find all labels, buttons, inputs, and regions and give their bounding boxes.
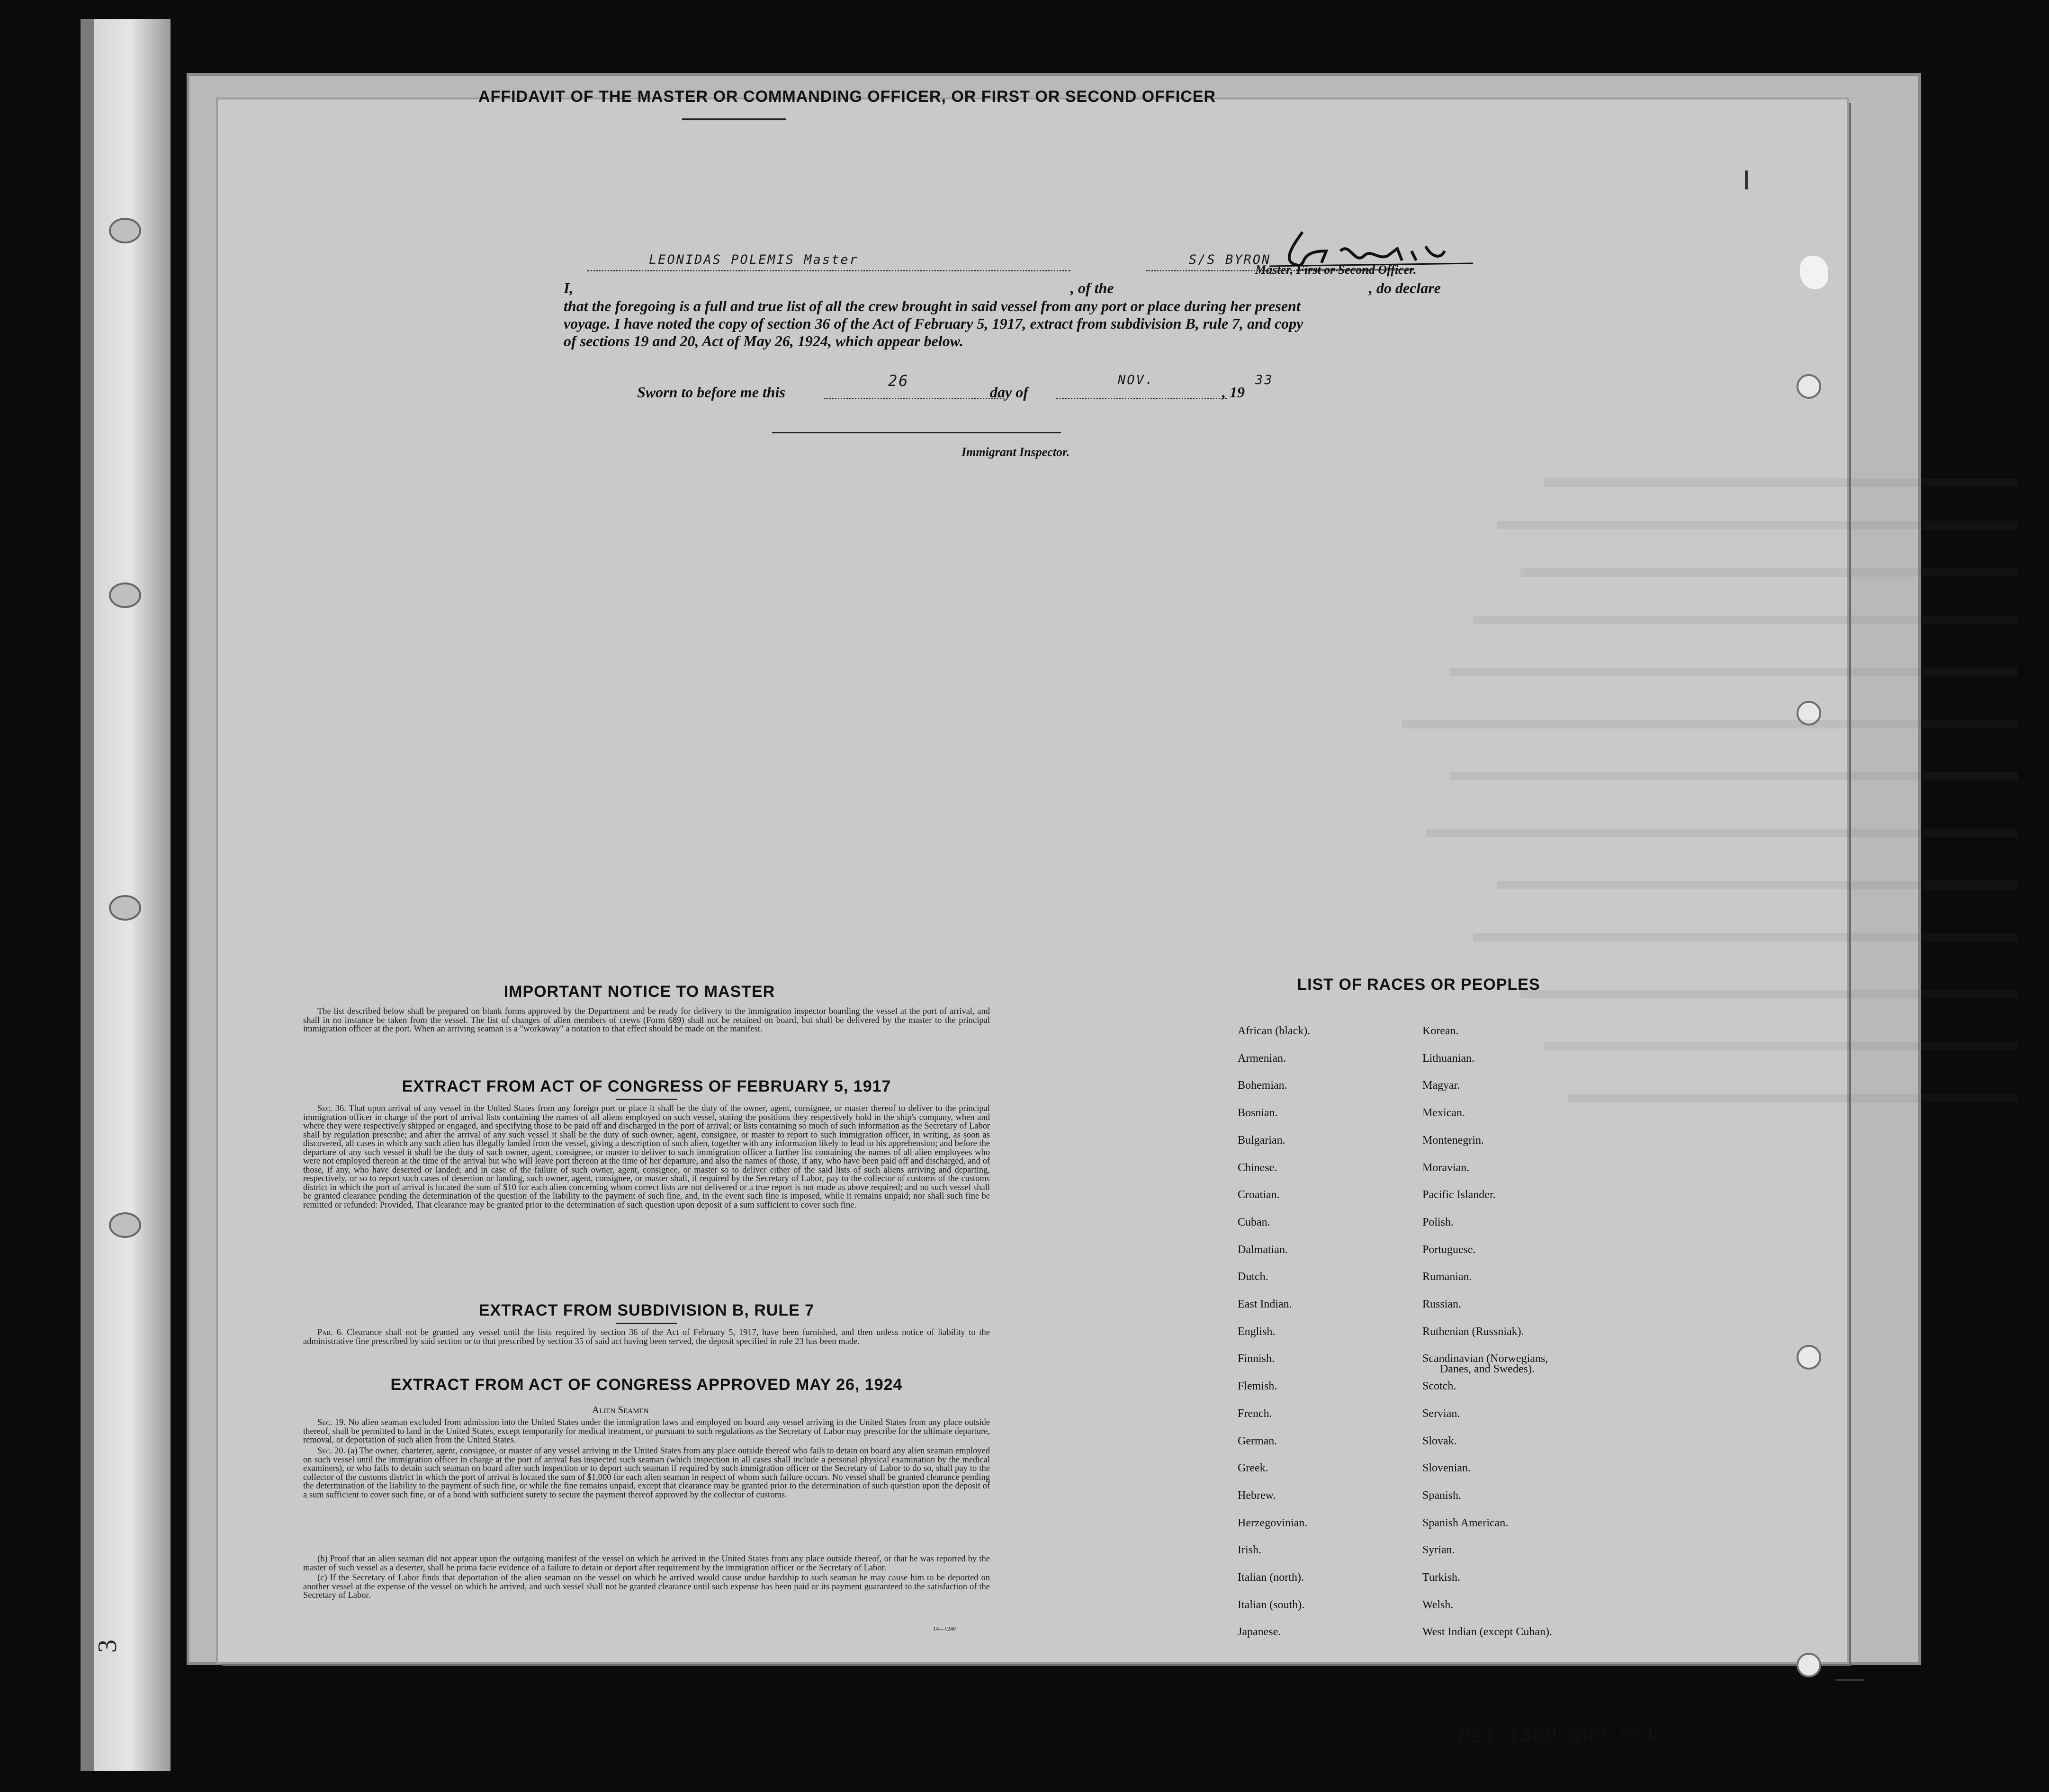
- paper-tear: [1800, 256, 1828, 289]
- affidavit-line-3: voyage. I have noted the copy of section 36 of the Act of February 5, 1917, extract from subdivision B, rule 7, and copy: [564, 315, 1303, 332]
- rule7-rule: [616, 1323, 677, 1324]
- race-item: Dutch.: [1238, 1271, 1268, 1283]
- sworn-day-handwritten: 26: [888, 372, 909, 390]
- race-item: Magyar.: [1422, 1079, 1460, 1092]
- master-caption-struck: First or Second Officer: [1296, 263, 1413, 277]
- rule7-body: [303, 1328, 990, 1357]
- extract-1917-rule: [616, 1099, 677, 1100]
- affidavit-of-the: , of the: [1070, 279, 1114, 296]
- race-continuation: Danes, and Swedes).: [1440, 1363, 1535, 1375]
- master-name-line: [587, 270, 1070, 271]
- race-item: West Indian (except Cuban).: [1422, 1626, 1552, 1639]
- sworn-day-of: day of: [990, 384, 1028, 401]
- master-caption: [1255, 263, 1416, 277]
- sec20c-body: (c) If the Secretary of Labor finds that deportation of the alien seaman on the vessel on which he arrived would cause undue hardship to such seaman he may cause him to be deported on another vessel at the expense of the vessel on which he arrived, and such vessel shall not be granted clearance until such expense has been paid or its payment guaranteed to the satisfaction of the Secretary of Labor.: [303, 1574, 990, 1600]
- race-item: Portuguese.: [1422, 1243, 1476, 1256]
- affidavit-line-1: [564, 279, 1473, 297]
- race-item: Bulgarian.: [1238, 1134, 1285, 1147]
- inspector-signature-line: [772, 432, 1061, 433]
- race-item: Moravian.: [1422, 1161, 1470, 1174]
- master-caption-period: .: [1413, 263, 1417, 277]
- race-item: Hebrew.: [1238, 1489, 1276, 1502]
- film-strip-edge: [81, 19, 94, 1771]
- sec19-lead: Sec. 19.: [317, 1418, 346, 1427]
- race-item: Ruthenian (Russniak).: [1422, 1325, 1524, 1338]
- race-item: Spanish.: [1422, 1489, 1462, 1502]
- race-item: Slovak.: [1422, 1434, 1457, 1447]
- race-item: African (black).: [1238, 1025, 1311, 1037]
- race-item: Polish.: [1422, 1216, 1454, 1228]
- film-strip: [81, 19, 171, 1771]
- race-item: Rumanian.: [1422, 1271, 1472, 1283]
- race-item: Irish.: [1238, 1544, 1261, 1557]
- master-name-handwritten: LEONIDAS POLEMIS Master: [649, 252, 859, 267]
- sworn-year-prefix: , 19: [1222, 384, 1245, 401]
- handwritten-annotation: Pel $300 gnd 5/1: [1458, 1722, 1657, 1747]
- race-item: Russian.: [1422, 1298, 1462, 1310]
- race-item: German.: [1238, 1434, 1277, 1447]
- title-rule: [682, 118, 786, 120]
- sec20-text: (a) The owner, charterer, agent, consignee, or master of any vessel arriving in the United States from any place outside thereof who fails to detain on board any alien seaman employed on such vessel until the immigration officer in charge at the port of arrival has inspected such seaman (which inspection in all cases shall include a personal physical examination by the medical examiners), or who fails to detain such seaman on board after such inspection or to deport such seaman if required by such immigration officer or the Secretary of Labor to do so, shall pay to the collector of the customs district in which the port of arrival is located the sum of $1,000 for each alien seaman in respect of whom such failure occurs. No vessel shall be granted clearance pending the determination of the liability to the payment of such fine, or while the fine remains unpaid, except that clearance may be granted prior to the determination of such question upon the deposit of a sum sufficient to cover such fine, or of a bond with sufficient surety to secure the payment thereof approved by the collector of customs.: [303, 1447, 990, 1500]
- race-item: Armenian.: [1238, 1052, 1286, 1065]
- race-item: Turkish.: [1422, 1571, 1460, 1584]
- race-item: Japanese.: [1238, 1626, 1281, 1639]
- rule7-text: Clearance shall not be granted any vessel until the lists required by section 36 of the Act of February 5, 1917, have been furnished, and then unless notice of liability to the administrative fine prescribed by said section or to that prescribed by section 35 of said act having been served, the deposit specified in rule 23 has been made.: [303, 1328, 990, 1346]
- race-item: French.: [1238, 1407, 1272, 1420]
- extract-1917-text: That upon arrival of any vessel in the United States from any foreign port or place it shall be the duty of the owner, agent, consignee, or master thereof to deliver to the principal immigration officer in charge of the port of arrival lists containing the names of all aliens employed on such vessel, stating the positions they respectively hold in the ship's company, when and where they were respectively shipped or engaged, and specifying those to be paid off and discharged in the port of arrival; or lists containing so much of such information as the Secretary of Labor shall by regulation prescribe; and after the arrival of any such vessel it shall be the duty of such owner, agent, consignee, or master to report to such immigration officer, in writing, as soon as discovered, all cases in which any such alien has illegally landed from the vessel, giving a description of such alien, together with any information likely to lead to his apprehension; and before the departure of any such vessel it shall be the duty of such owner, agent, consignee, or master to deliver to such immigration officer a further list containing the names of all alien employees who were not employed thereon at the time of the arrival but who will leave port thereon at the time of her departure, and also the names of those, if any, who have been paid off and discharged, and of those, if any, who have deserted or landed; and in case of the failure of such owner, agent, consignee, or master so to deliver either of the said lists of such aliens arriving and departing, respectively, or so to report such cases of desertion or landing, such owner, agent, consignee, or master shall, if required by the Secretary of Labor, pay to the collector of customs of the customs district in which the port of arrival is located the sum of $10 for each alien concerning whom correct lists are not delivered or a true report is not made as above required; and no such vessel shall be granted clearance pending the determination of the question of the liability to the payment of such fine, and, in the event such fine is imposed, while it remains unpaid; nor shall such fine be remitted or refunded: Provided, That clearance may be granted prior to the determination of such question upon deposit of a sum sufficient to cover such fine.: [303, 1104, 990, 1210]
- marginal-mark: [1745, 170, 1748, 189]
- race-item: Slovenian.: [1422, 1462, 1471, 1475]
- race-item: Spanish American.: [1422, 1516, 1509, 1529]
- race-item: Bohemian.: [1238, 1079, 1287, 1092]
- right-tick-mark: [1835, 1679, 1864, 1681]
- affidavit-line-4: of sections 19 and 20, Act of May 26, 1924, which appear below.: [564, 332, 963, 349]
- race-item: Pacific Islander.: [1422, 1189, 1496, 1201]
- race-item: Croatian.: [1238, 1189, 1280, 1201]
- sec20b-body: (b) Proof that an alien seaman did not appear upon the outgoing manifest of the vessel on which he arrived in the United States from any place outside thereof, or that he was reported by the master of such vessel as a deserter, shall be prima facie evidence of a failure to detain or deport after requirement by the immigration officer or the Secretary of Labor.: [303, 1555, 990, 1573]
- alien-seamen-subtitle: Alien Seamen: [592, 1404, 649, 1416]
- race-item: Scotch.: [1422, 1380, 1456, 1393]
- race-item: Italian (south).: [1238, 1598, 1305, 1611]
- race-item: Dalmatian.: [1238, 1243, 1288, 1256]
- punch-hole: [109, 895, 141, 921]
- notice-title: IMPORTANT NOTICE TO MASTER: [503, 983, 775, 1001]
- race-item: Servian.: [1422, 1407, 1460, 1420]
- punch-hole: [109, 582, 141, 608]
- affidavit-i: I,: [564, 279, 574, 296]
- sworn-prefix: Sworn to before me this: [637, 384, 785, 401]
- race-item: Italian (north).: [1238, 1571, 1304, 1584]
- sec19-body: [303, 1418, 990, 1447]
- sworn-month-line: [1056, 398, 1227, 399]
- race-item: Finnish.: [1238, 1353, 1275, 1365]
- affidavit-title: AFFIDAVIT OF THE MASTER OR COMMANDING OFFICER, OR FIRST OR SECOND OFFICER: [478, 88, 1216, 106]
- sec19-text: No alien seaman excluded from admission into the United States under the immigration laws and employed on board any vessel arriving in the United States from any place outside thereof, shall be permitted to land in the United States, except temporarily for medical treatment, or pursuant to such regulations as the Secretary of Labor may prescribe for the ultimate departure, removal, or deportation of such alien from the United States.: [303, 1418, 990, 1445]
- race-item: Korean.: [1422, 1025, 1459, 1037]
- race-item: Montenegrin.: [1422, 1134, 1484, 1147]
- race-item: Flemish.: [1238, 1380, 1277, 1393]
- form-number: 14—1240: [933, 1625, 956, 1632]
- race-item: Greek.: [1238, 1462, 1268, 1475]
- punch-hole: [109, 1212, 141, 1238]
- race-item: Bosnian.: [1238, 1107, 1278, 1120]
- extract-1917-lead: Sec. 36.: [317, 1104, 346, 1113]
- race-item: Syrian.: [1422, 1544, 1455, 1557]
- sheet-hole: [1797, 1653, 1821, 1677]
- notice-body: The list described below shall be prepared on blank forms approved by the Department and be ready for delivery to the immigration inspector boarding the vessel at the port of arrival, and shall in no instance be taken from the vessel. The list of changes of alien members of crews (Form 689) shall not be retained on board, but shall be delivered by the master to the principal immigration officer at the port. When an arriving seaman is a "workaway" a notation to that effect should be made on the manifest.: [303, 1007, 990, 1034]
- film-frame-number: 3: [93, 1640, 122, 1653]
- race-item: English.: [1238, 1325, 1276, 1338]
- race-item: Herzegovinian.: [1238, 1516, 1308, 1529]
- race-item: Welsh.: [1422, 1598, 1454, 1611]
- sworn-month-handwritten: NOV.: [1118, 373, 1155, 387]
- race-item: Scandinavian (Norwegians,: [1422, 1353, 1548, 1365]
- punch-hole: [109, 218, 141, 243]
- vessel-name-handwritten: S/S BYRON: [1189, 252, 1271, 267]
- sec20-body: [303, 1447, 990, 1559]
- extract-1917-body: [303, 1104, 990, 1272]
- master-caption-master: Master,: [1255, 263, 1294, 277]
- extract-1917-title: EXTRACT FROM ACT OF CONGRESS OF FEBRUARY 5, 1917: [402, 1077, 891, 1095]
- race-item: East Indian.: [1238, 1298, 1292, 1310]
- sworn-day-line: [824, 398, 1004, 399]
- inspector-caption: Immigrant Inspector.: [962, 445, 1070, 459]
- rule7-title: EXTRACT FROM SUBDIVISION B, RULE 7: [478, 1301, 815, 1319]
- races-title: LIST OF RACES OR PEOPLES: [1297, 976, 1540, 994]
- race-item: Cuban.: [1238, 1216, 1270, 1228]
- sheet-hole: [1797, 374, 1821, 399]
- affidavit-declare: , do declare: [1369, 279, 1441, 296]
- race-item: Mexican.: [1422, 1107, 1465, 1120]
- affidavit-line-2: that the foregoing is a full and true list of all the crew brought in said vessel from any port or place during her present: [564, 297, 1301, 314]
- sec20-lead: Sec. 20.: [317, 1447, 346, 1456]
- rule7-lead: Par. 6.: [317, 1328, 343, 1337]
- race-item: Chinese.: [1238, 1161, 1277, 1174]
- race-item: Lithuanian.: [1422, 1052, 1474, 1065]
- sworn-year-handwritten: 33: [1255, 373, 1274, 387]
- extract-1924-title: EXTRACT FROM ACT OF CONGRESS APPROVED MAY 26, 1924: [390, 1376, 903, 1394]
